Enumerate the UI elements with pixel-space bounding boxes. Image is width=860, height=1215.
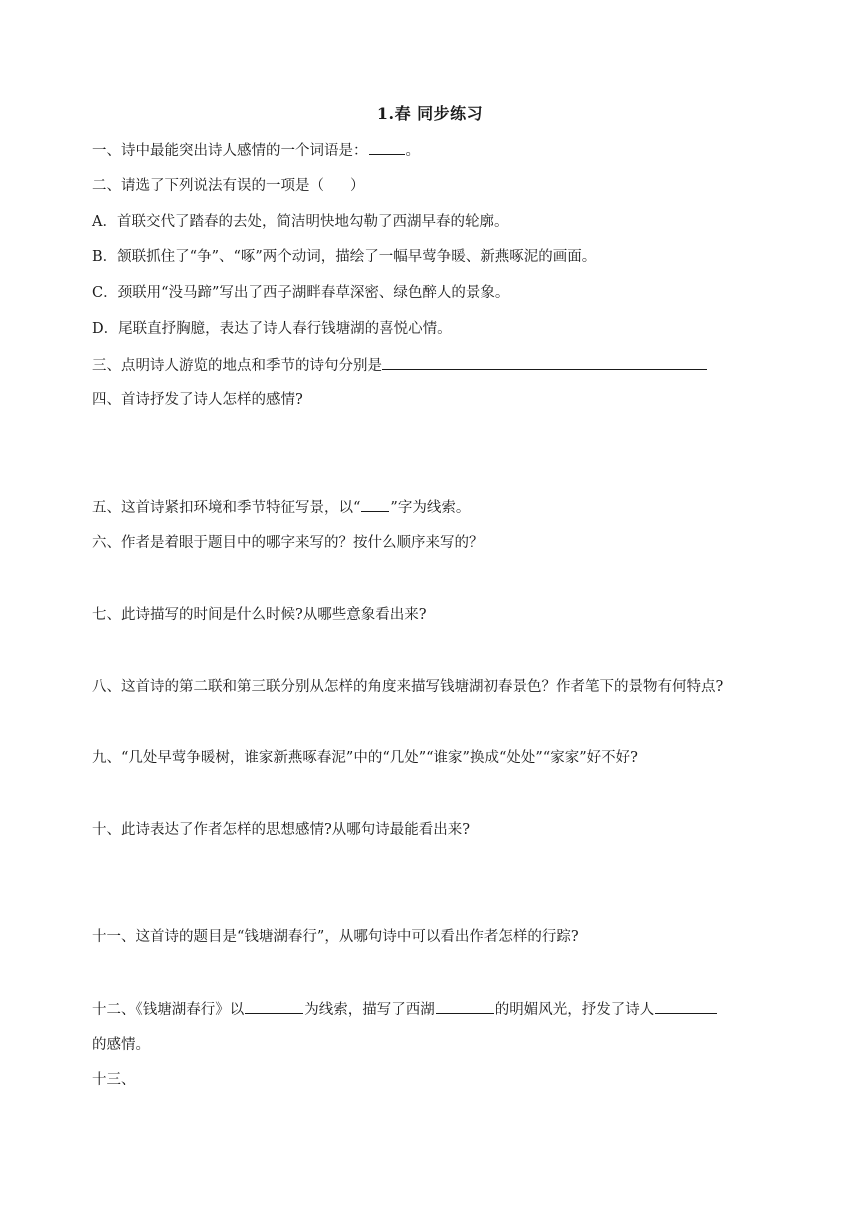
question-2-close-paren: ） (350, 178, 365, 194)
question-12 (92, 999, 718, 1020)
question-4: 四、首诗抒发了诗人怎样的感情? (92, 392, 303, 408)
question-12-continuation: 的感情。 (92, 1037, 150, 1053)
option-b: B．颔联抓住了“争”、“啄”两个动词，描绘了一幅早莺争暖、新燕啄泥的画面。 (92, 249, 597, 265)
question-12-text-2: 为线索，描写了西湖 (304, 1002, 435, 1018)
question-11: 十一、这首诗的题目是“钱塘湖春行”，从哪句诗中可以看出作者怎样的行踪? (92, 929, 579, 945)
question-12-text-1: 十二、《钱塘湖春行》以 (92, 1002, 245, 1018)
question-9: 九、“几处早莺争暖树，谁家新燕啄春泥”中的“几处”“谁家”换成“处处”“家家”好不好? (92, 750, 638, 766)
page-title: 1.春 同步练习 (376, 104, 484, 123)
option-a: A．首联交代了踏春的去处，简洁明快地勾勒了西湖早春的轮廓。 (92, 214, 509, 230)
option-c: C．颈联用“没马蹄”写出了西子湖畔春草深密、绿色醉人的景象。 (92, 285, 510, 301)
question-3 (92, 355, 708, 376)
question-1-suffix: 。 (405, 143, 420, 159)
question-13: 十三、 (92, 1072, 136, 1088)
question-5-suffix: ”字为线索。 (390, 500, 471, 516)
question-2-text: 二、请选了下列说法有误的一项是（ (92, 178, 324, 194)
question-6: 六、作者是着眼于题目中的哪字来写的？按什么顺序来写的？ (92, 535, 484, 551)
question-5 (92, 497, 470, 518)
question-3-text: 三、点明诗人游览的地点和季节的诗句分别是 (92, 358, 382, 374)
question-10: 十、此诗表达了作者怎样的思想感情?从哪句诗最能看出来? (92, 822, 471, 838)
answer-blank[interactable] (361, 497, 389, 512)
question-1-text: 一、诗中最能突出诗人感情的一个词语是： (92, 143, 368, 159)
answer-blank[interactable] (436, 999, 494, 1014)
option-d: D．尾联直抒胸臆，表达了诗人春行钱塘湖的喜悦心情。 (92, 321, 452, 337)
question-8: 八、这首诗的第二联和第三联分别从怎样的角度来描写钱塘湖初春景色？作者笔下的景物有何特点? (92, 679, 724, 695)
question-7: 七、此诗描写的时间是什么时候?从哪些意象看出来? (92, 607, 427, 623)
question-5-text: 五、这首诗紧扣环境和季节特征写景，以“ (92, 500, 361, 516)
question-12-text-3: 的明媚风光，抒发了诗人 (494, 1002, 655, 1018)
question-1 (92, 140, 420, 161)
question-2 (92, 176, 365, 196)
answer-blank[interactable] (655, 999, 717, 1014)
answer-blank[interactable] (382, 355, 707, 370)
answer-blank[interactable] (369, 140, 405, 155)
answer-blank[interactable] (245, 999, 303, 1014)
